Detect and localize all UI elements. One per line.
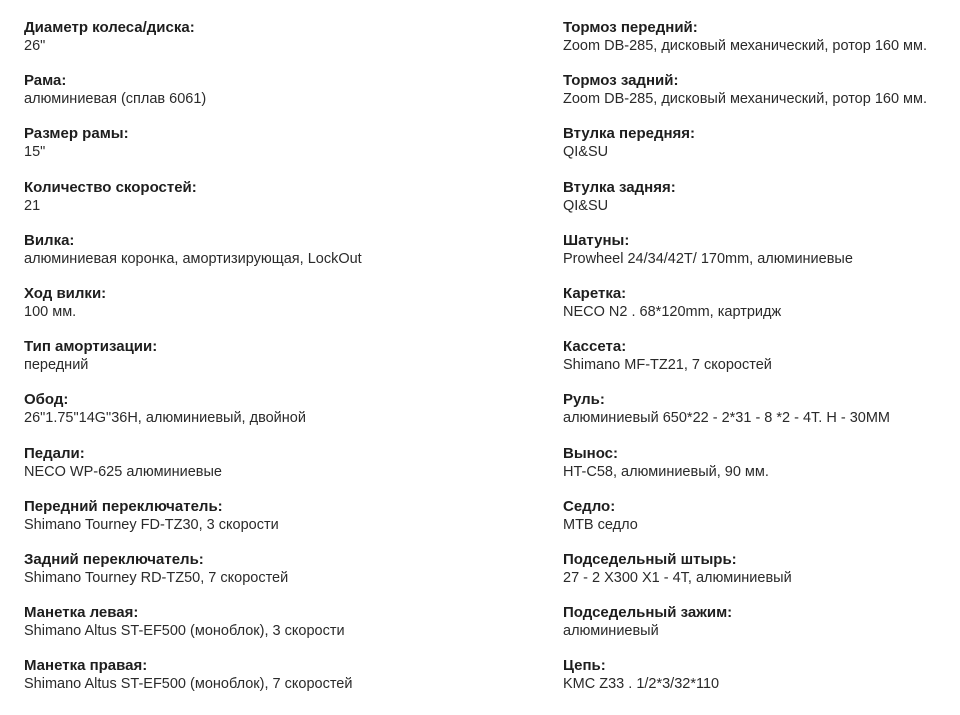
- spec-value: Shimano MF-TZ21, 7 скоростей: [563, 357, 772, 374]
- spec-value: QI&SU: [563, 197, 609, 214]
- spec-handlebar: [563, 390, 953, 443]
- spec-value: NECO N2 . 68*120mm, картридж: [563, 303, 782, 320]
- spec-right-shifter: [24, 656, 544, 709]
- spec-value: Shimano Altus ST-EF500 (моноблок), 7 скоростей: [24, 676, 353, 693]
- spec-label: Манетка правая:: [24, 657, 148, 675]
- spec-wheel-diameter: [24, 18, 544, 71]
- spec-value: HT-C58, алюминиевый, 90 мм.: [563, 463, 769, 480]
- spec-stem: [563, 444, 953, 497]
- spec-fork-travel: [24, 284, 544, 337]
- spec-value: Prowheel 24/34/42T/ 170mm, алюминиевые: [563, 250, 853, 267]
- spec-value: Shimano Tourney FD-TZ30, 3 скорости: [24, 516, 279, 533]
- spec-value: 26"1.75"14G"36H, алюминиевый, двойной: [24, 410, 306, 427]
- spec-rim: [24, 390, 544, 443]
- spec-label: Количество скоростей:: [24, 178, 197, 196]
- spec-left-shifter: [24, 603, 544, 656]
- spec-label: Шатуны:: [563, 231, 630, 249]
- spec-label: Манетка левая:: [24, 604, 139, 622]
- spec-label: Размер рамы:: [24, 125, 129, 143]
- spec-value: алюминиевая коронка, амортизирующая, LockOut: [24, 250, 362, 267]
- spec-frame-size: [24, 124, 544, 177]
- spec-label: Подседельный зажим:: [563, 604, 733, 622]
- spec-value: KMC Z33 . 1/2*3/32*110: [563, 676, 720, 693]
- spec-value: 27 - 2 X300 X1 - 4T, алюминиевый: [563, 569, 792, 586]
- spec-front-brake: [563, 18, 953, 71]
- spec-label: Ход вилки:: [24, 284, 107, 302]
- spec-value: Shimano Altus ST-EF500 (моноблок), 3 скорости: [24, 623, 345, 640]
- spec-label: Тип амортизации:: [24, 338, 158, 356]
- spec-speeds: [24, 178, 544, 231]
- spec-front-hub: [563, 124, 953, 177]
- spec-value: 100 мм.: [24, 303, 77, 320]
- spec-seat-clamp: [563, 603, 953, 656]
- spec-label: Рама:: [24, 72, 67, 90]
- spec-label: Вынос:: [563, 444, 619, 462]
- spec-label: Подседельный штырь:: [563, 550, 737, 568]
- spec-value: NECO WP-625 алюминиевые: [24, 463, 222, 480]
- spec-label: Тормоз передний:: [563, 19, 698, 36]
- spec-value: 26": [24, 38, 46, 54]
- spec-suspension-type: [24, 337, 544, 390]
- spec-label: Диаметр колеса/диска:: [24, 19, 195, 36]
- spec-label: Цепь:: [563, 657, 606, 675]
- spec-value: 21: [24, 197, 41, 214]
- spec-chain: [563, 656, 953, 709]
- spec-label: Передний переключатель:: [24, 497, 223, 515]
- spec-value: Shimano Tourney RD-TZ50, 7 скоростей: [24, 569, 289, 586]
- spec-cranks: [563, 231, 953, 284]
- spec-pedals: [24, 444, 544, 497]
- spec-label: Втулка задняя:: [563, 178, 676, 196]
- spec-value: передний: [24, 357, 89, 374]
- spec-value: алюминиевый: [563, 623, 659, 640]
- spec-value: МТВ седло: [563, 516, 638, 533]
- spec-value: 15": [24, 144, 46, 161]
- spec-label: Задний переключатель:: [24, 550, 204, 568]
- specs-column-right: [563, 18, 953, 709]
- spec-rear-brake: [563, 71, 953, 124]
- spec-rear-derailleur: [24, 550, 544, 603]
- spec-label: Тормоз задний:: [563, 72, 679, 90]
- spec-fork: [24, 231, 544, 284]
- spec-value: Zoom DB-285, дисковый механический, ротор 160 мм.: [563, 38, 928, 54]
- spec-label: Вилка:: [24, 231, 75, 249]
- spec-label: Кассета:: [563, 338, 627, 356]
- spec-value: QI&SU: [563, 144, 609, 161]
- spec-rear-hub: [563, 178, 953, 231]
- spec-label: Каретка:: [563, 284, 627, 302]
- spec-front-derailleur: [24, 497, 544, 550]
- spec-cassette: [563, 337, 953, 390]
- spec-value: Zoom DB-285, дисковый механический, ротор 160 мм.: [563, 91, 928, 108]
- spec-saddle: [563, 497, 953, 550]
- spec-label: Педали:: [24, 444, 85, 462]
- specs-column-left: [24, 18, 544, 709]
- spec-frame: [24, 71, 544, 124]
- spec-seatpost: [563, 550, 953, 603]
- spec-label: Обод:: [24, 391, 69, 409]
- spec-label: Втулка передняя:: [563, 125, 696, 143]
- spec-label: Руль:: [563, 391, 605, 409]
- spec-value: алюминиевая (сплав 6061): [24, 91, 207, 108]
- spec-bottom-bracket: [563, 284, 953, 337]
- spec-label: Седло:: [563, 497, 616, 515]
- spec-value: алюминиевый 650*22 - 2*31 - 8 *2 - 4T. H - 30MM: [563, 410, 891, 427]
